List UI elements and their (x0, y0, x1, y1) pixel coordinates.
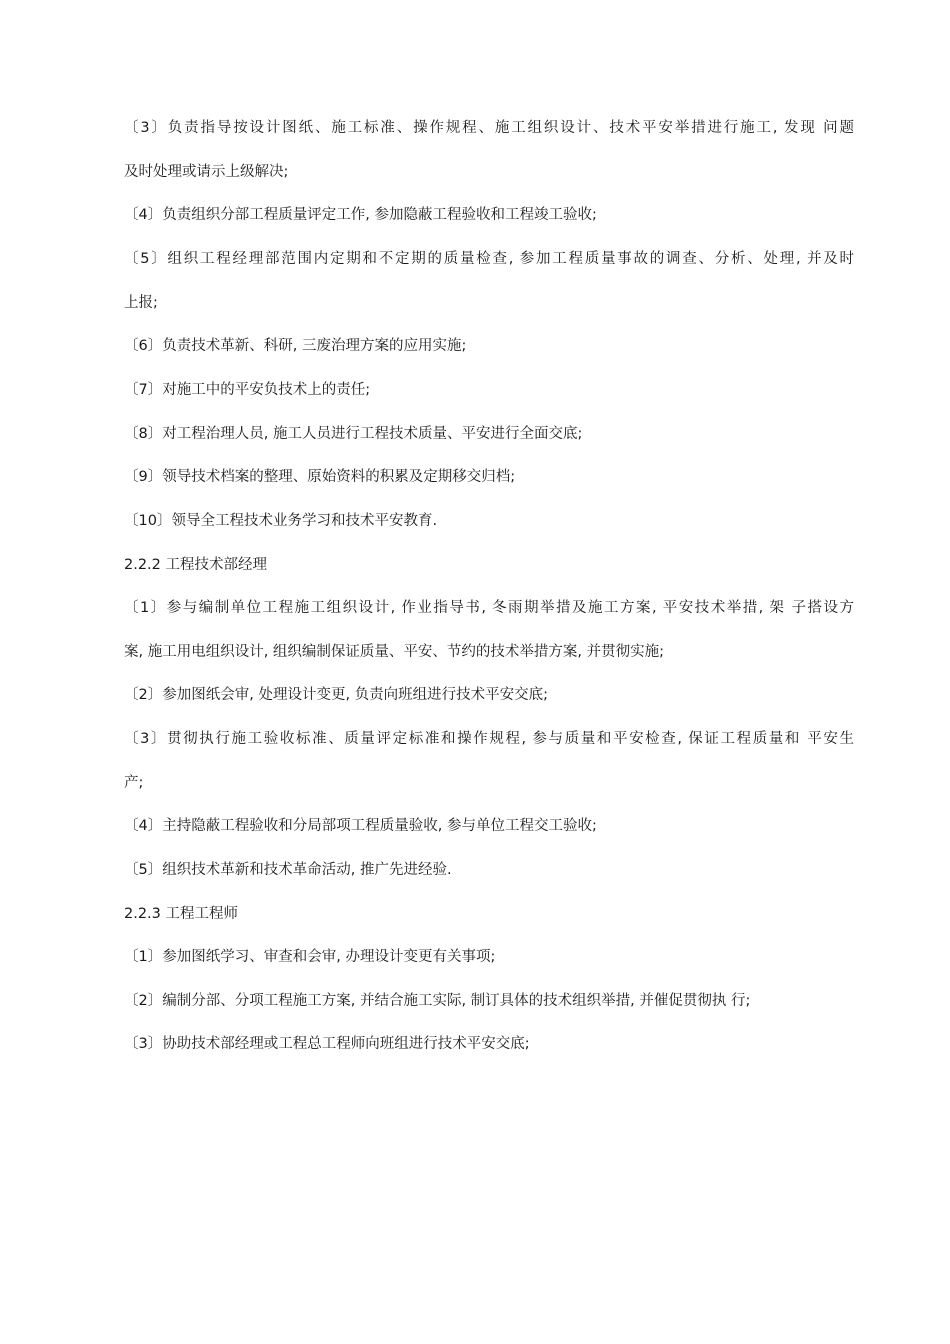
paragraph-line: 〔6〕负责技术革新、科研, 三废治理方案的应用实施; (124, 338, 467, 354)
paragraph-line: 〔2〕编制分部、分项工程施工方案, 并结合施工实际, 制订具体的技术组织举措, 并催促贯彻执 行; (124, 993, 751, 1009)
paragraph-line: 〔5〕组织技术革新和技术革命活动, 推广先进经验. (124, 862, 452, 878)
section-heading: 2.2.3 工程工程师 (124, 906, 239, 922)
paragraph-line: 〔2〕参加图纸会审, 处理设计变更, 负责向班组进行技术平安交底; (124, 687, 549, 703)
paragraph-line: 〔1〕参与编制单位工程施工组织设计, 作业指导书, 冬雨期举措及施工方案, 平安技术举措, 架 子搭设方 (124, 600, 854, 616)
paragraph-line: 〔4〕主持隐蔽工程验收和分局部项工程质量验收, 参与单位工程交工验收; (124, 818, 597, 834)
paragraph-line: 〔5〕组织工程经理部范围内定期和不定期的质量检查, 参加工程质量事故的调查、分析、处理, 并及时 (124, 251, 854, 267)
paragraph-line: 〔3〕协助技术部经理或工程总工程师向班组进行技术平安交底; (124, 1036, 530, 1052)
section-heading: 2.2.2 工程技术部经理 (124, 557, 268, 573)
paragraph-line: 〔7〕对施工中的平安负技术上的责任; (124, 382, 371, 398)
paragraph-line: 〔1〕参加图纸学习、审查和会审, 办理设计变更有关事项; (124, 949, 496, 965)
paragraph-line: 〔3〕负责指导按设计图纸、施工标准、操作规程、施工组织设计、技术平安举措进行施工, 发现 问题 (124, 120, 854, 136)
paragraph-line: 〔9〕领导技术档案的整理、原始资料的积累及定期移交归档; (124, 469, 516, 485)
paragraph-line: 〔4〕负责组织分部工程质量评定工作, 参加隐蔽工程验收和工程竣工验收; (124, 207, 597, 223)
paragraph-line: 上报; (124, 295, 158, 311)
paragraph-line: 〔10〕领导全工程技术业务学习和技术平安教育. (124, 513, 438, 529)
paragraph-line: 案, 施工用电组织设计, 组织编制保证质量、平安、节约的技术举措方案, 并贯彻实施; (124, 644, 665, 660)
paragraph-line: 产; (124, 775, 144, 791)
paragraph-line: 及时处理或请示上级解决; (124, 164, 289, 180)
paragraph-line: 〔8〕对工程治理人员, 施工人员进行工程技术质量、平安进行全面交底; (124, 426, 583, 442)
paragraph-line: 〔3〕贯彻执行施工验收标准、质量评定标准和操作规程, 参与质量和平安检查, 保证工程质量和 平安生 (124, 731, 854, 747)
